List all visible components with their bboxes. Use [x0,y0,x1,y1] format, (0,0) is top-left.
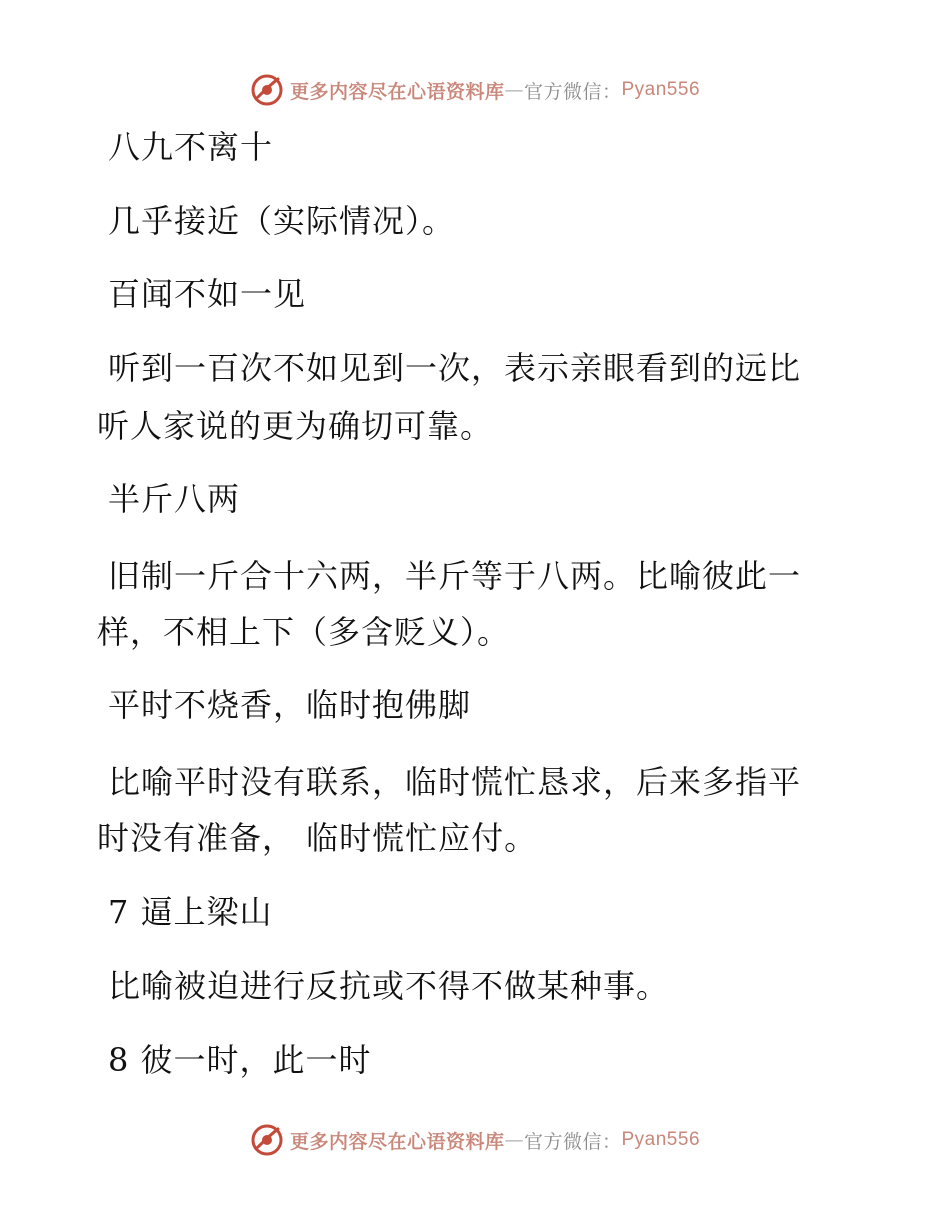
brush-seal-icon [250,1123,284,1157]
idiom-term: 八九不离十 [108,128,274,166]
watermark-separator: — [504,79,524,101]
watermark-separator: — [504,1129,524,1151]
idiom-definition-line: 旧制一斤合十六两，半斤等于八两。比喻彼此一 [108,557,802,595]
watermark-text: 更多内容尽在心语资料库 [289,80,505,103]
idiom-definition-line: 听到一百次不如见到一次，表示亲眼看到的远比 [108,349,802,387]
idiom-term: 8 彼一时，此一时 [108,1041,372,1079]
watermark-wechat-id: Pyan556 [621,79,701,100]
watermark-wechat-label: 官方微信： [523,1130,622,1153]
idiom-term: 7 逼上梁山 [108,893,273,931]
watermark-wechat-id: Pyan556 [621,1129,701,1150]
idiom-definition-line: 时没有准备， 临时慌忙应付。 [97,819,538,857]
watermark-banner-bottom [0,1120,950,1160]
idiom-term: 平时不烧香，临时抱佛脚 [108,686,472,724]
watermark-text: 更多内容尽在心语资料库 [289,1130,505,1153]
idiom-definition-line: 几乎接近（实际情况）。 [108,202,456,240]
idiom-term: 半斤八两 [108,480,241,518]
idiom-term: 百闻不如一见 [108,275,307,313]
idiom-definition-line: 听人家说的更为确切可靠。 [97,407,494,445]
watermark-wechat-label: 官方微信： [523,80,622,103]
idiom-definition-line: 样，不相上下（多含贬义）。 [97,613,511,651]
idiom-definition-line: 比喻被迫进行反抗或不得不做某种事。 [108,967,670,1005]
idiom-definition-line: 比喻平时没有联系，临时慌忙恳求，后来多指平 [108,763,802,801]
